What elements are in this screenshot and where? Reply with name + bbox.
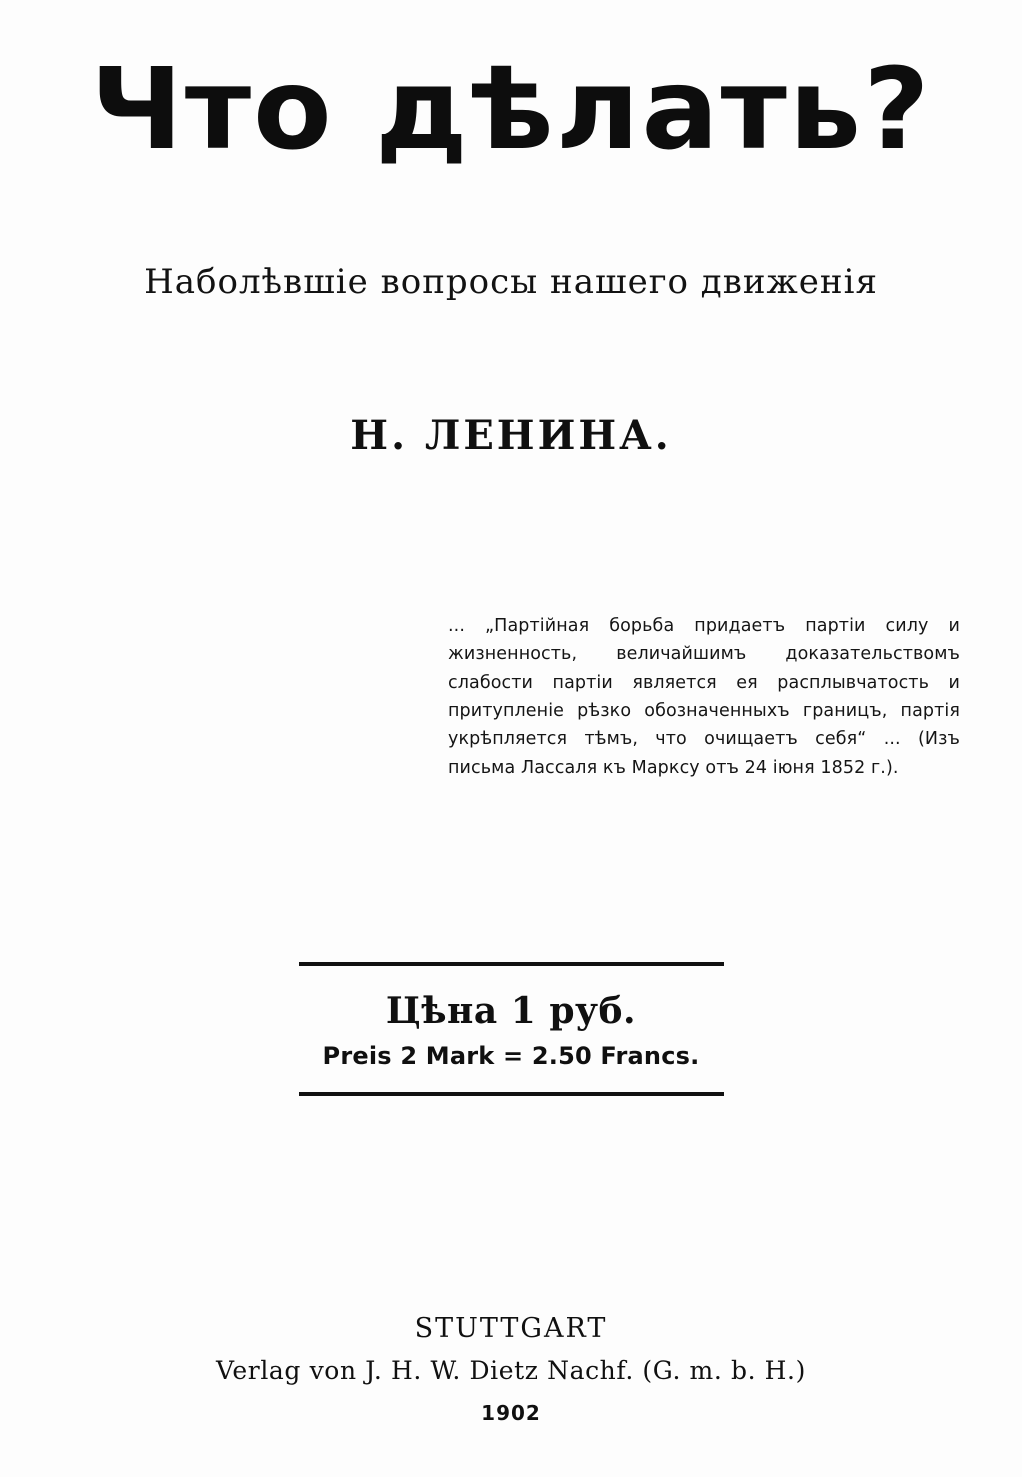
epigraph-quote: ... „Партійная борьба придаетъ партіи силу и жизненность, величайшимъ доказательствомъ слабости партіи является ея расплывчатость и притупленіе рѣзко обозначенныхъ границъ, партія укрѣпляется тѣмъ, что очищаетъ себя“ ... (Изъ письма Лассаля къ Марксу отъ 24 іюня 1852 г.). [448,616,960,778]
imprint-year: 1902 [481,1401,541,1425]
imprint-city: STUTTGART [414,1313,608,1344]
page-title: Что дѣлать? [90,45,932,175]
price-foreign: Preis 2 Mark = 2.50 Francs. [322,1042,700,1070]
author-name: Н. ЛЕНИНА. [350,412,672,459]
price-block [0,962,1022,1096]
price-russian: Цѣна 1 руб. [385,990,637,1032]
imprint-publisher: Verlag von J. H. W. Dietz Nachf. (G. m. b. H.) [216,1356,806,1385]
imprint-block [0,1313,1022,1425]
price-rule-bottom [299,1092,724,1096]
page-subtitle: Наболѣвшіе вопросы нашего движенія [144,262,878,302]
price-rule-top [299,962,724,966]
